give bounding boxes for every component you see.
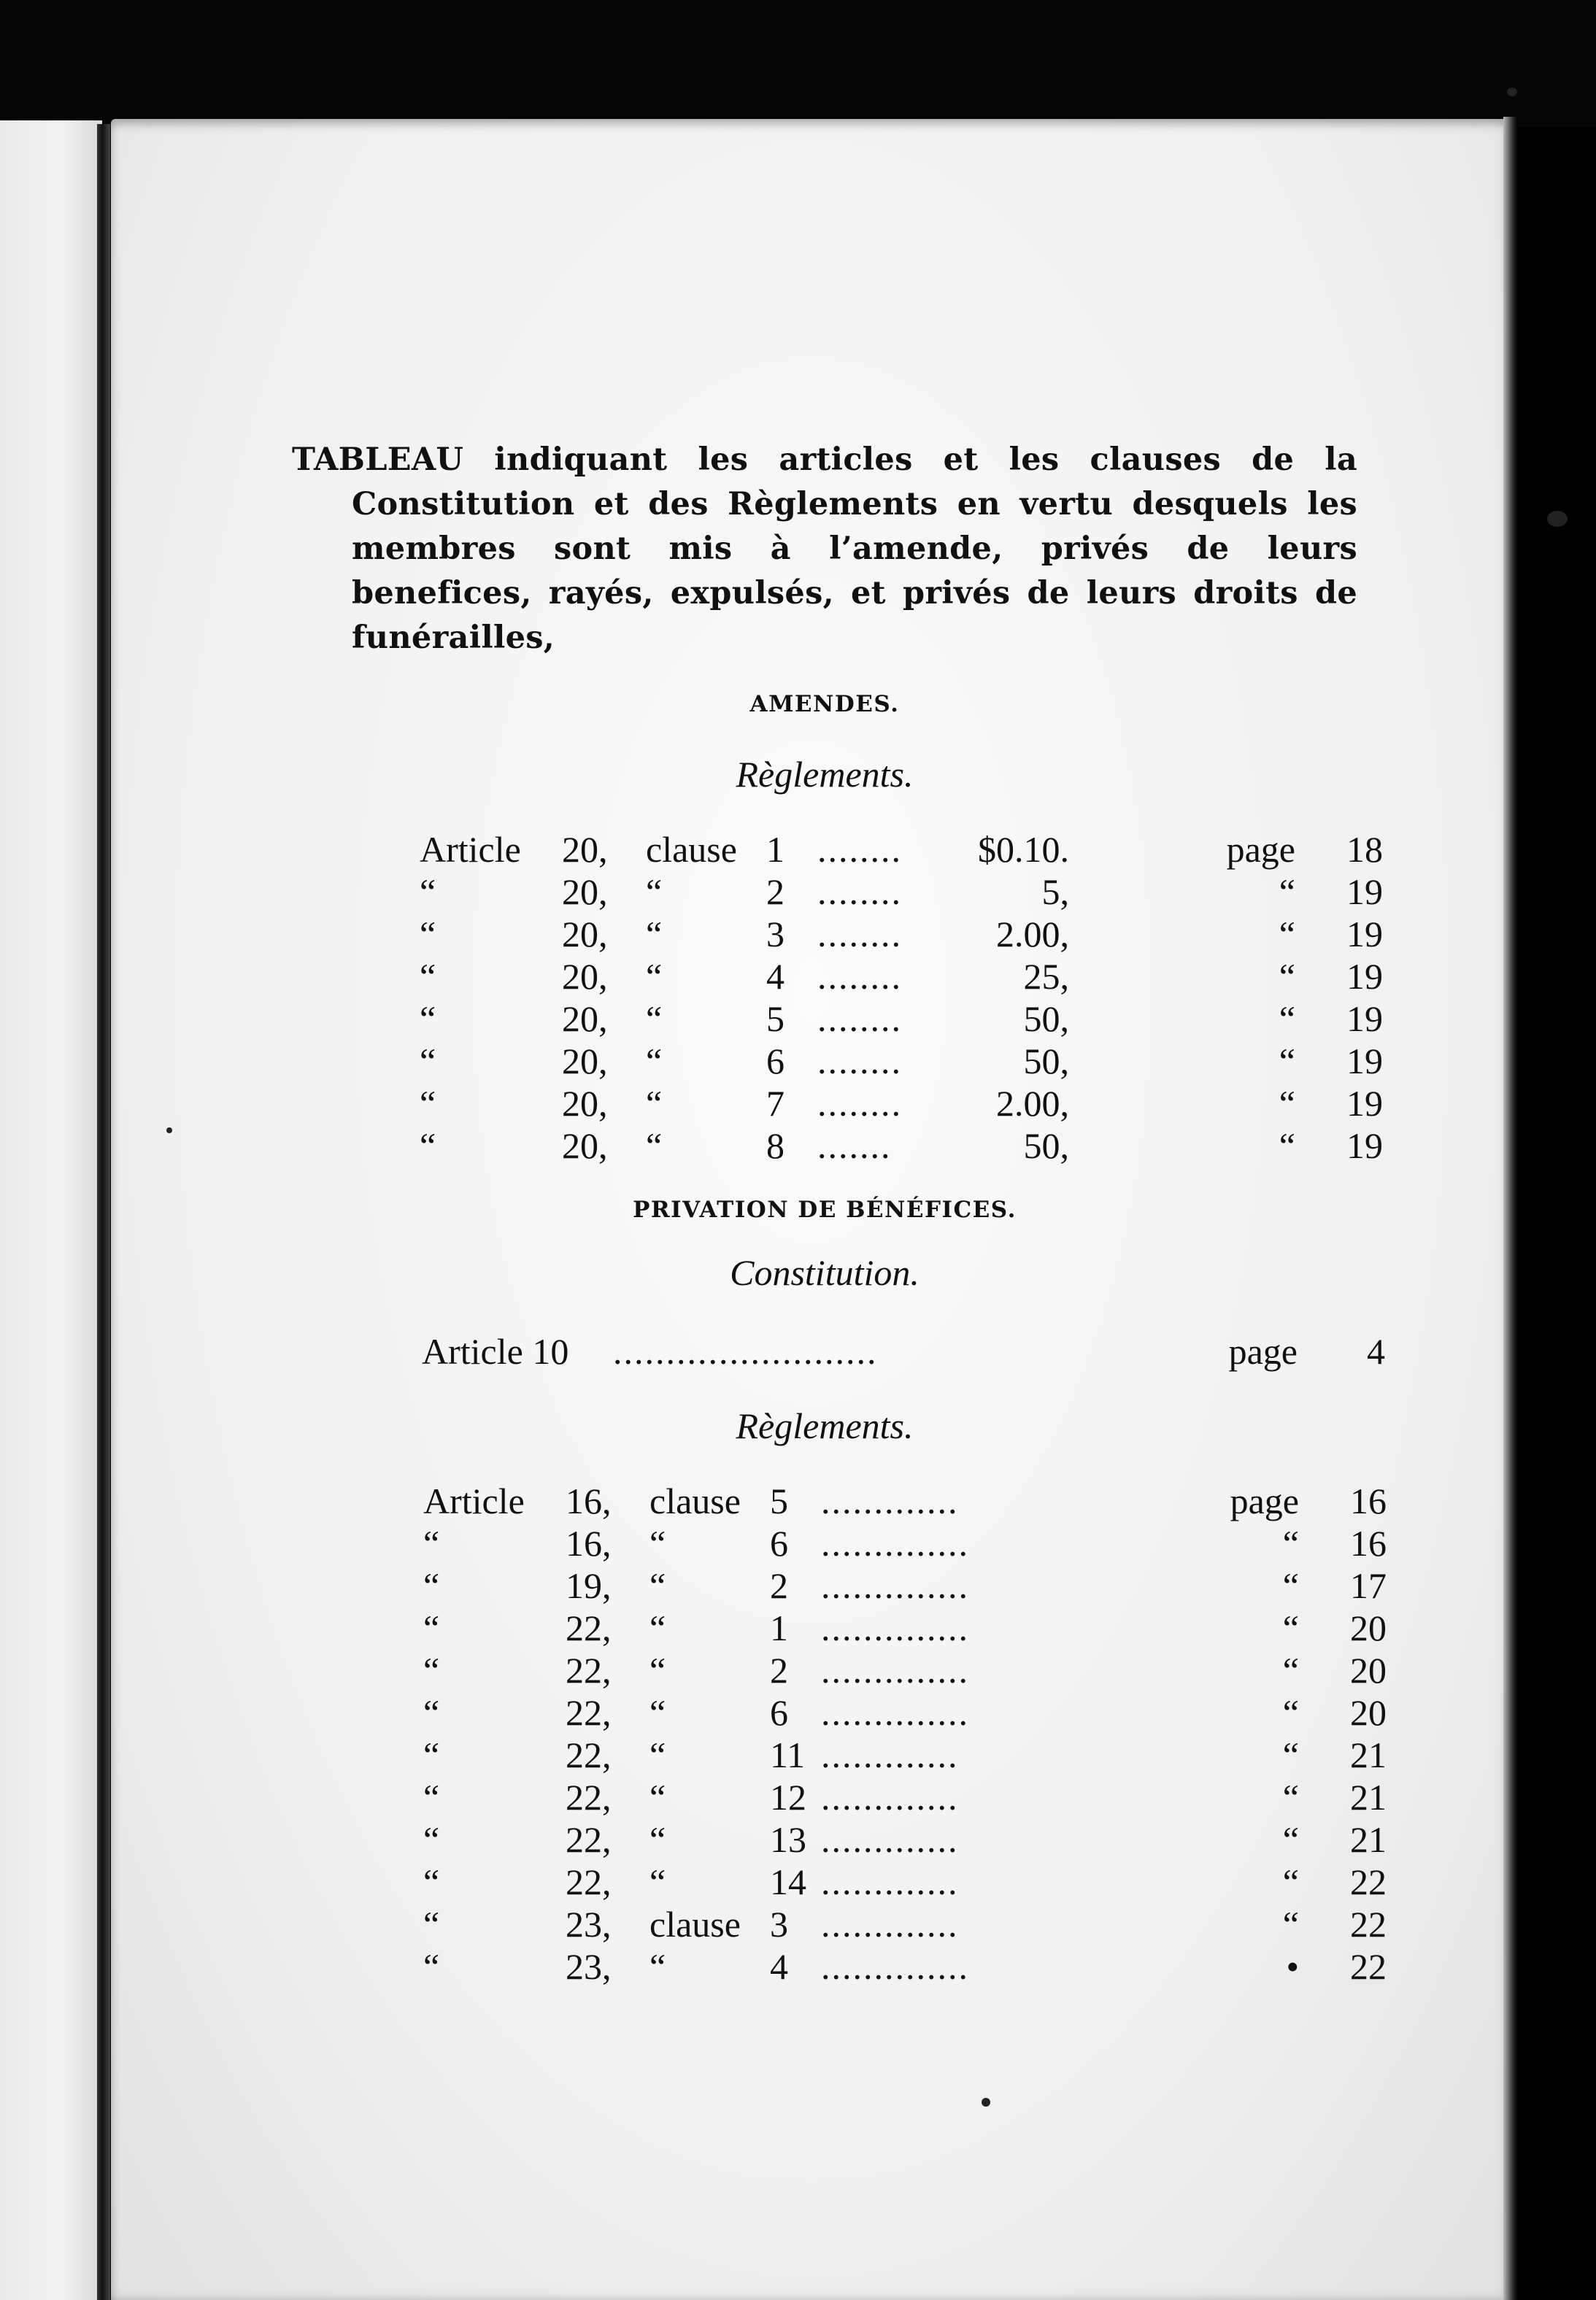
row-article: Article	[423, 1481, 525, 1521]
row-page-number: 21	[1350, 1819, 1387, 1860]
row-page-label: “	[1282, 1523, 1299, 1564]
row-clause-number: 12	[770, 1777, 806, 1818]
row-clause: “	[649, 1861, 666, 1902]
table-row	[422, 1330, 1385, 1373]
row-amount: 2.00,	[996, 1083, 1069, 1124]
scan-speck	[1507, 88, 1517, 96]
row-clause-number: 2	[770, 1565, 788, 1606]
book-gutter	[97, 124, 110, 2300]
scan-speck	[166, 1127, 172, 1133]
row-article: “	[420, 871, 436, 912]
row-page-number: 20	[1350, 1608, 1387, 1648]
amendes-reglements-title: Règlements.	[736, 754, 914, 795]
row-page-number: 4	[1367, 1331, 1385, 1372]
row-article: “	[423, 1692, 440, 1733]
row-article-number: 22,	[566, 1861, 612, 1902]
row-article: “	[423, 1819, 440, 1860]
row-page-number: 17	[1350, 1565, 1387, 1606]
table-row	[423, 1818, 1387, 1861]
row-amount: 50,	[1023, 1125, 1069, 1166]
row-article-number: 22,	[566, 1819, 612, 1860]
row-page-number: 21	[1350, 1734, 1387, 1775]
row-article: “	[423, 1523, 440, 1564]
table-row	[423, 1480, 1387, 1522]
table-row	[423, 1734, 1387, 1776]
table-row	[423, 1691, 1387, 1734]
row-article: Article 10	[422, 1331, 569, 1372]
row-page-number: 19	[1346, 956, 1383, 997]
table-row	[420, 955, 1383, 997]
row-page-label: “	[1282, 1861, 1299, 1902]
row-leader: ........	[817, 1041, 902, 1081]
row-article: “	[423, 1650, 440, 1691]
row-leader: ..............	[821, 1692, 969, 1733]
row-page-label: “	[1279, 998, 1295, 1039]
row-leader: .............	[821, 1861, 959, 1902]
row-clause: “	[646, 1125, 663, 1166]
row-page-number: 22	[1350, 1946, 1387, 1987]
row-amount: 5,	[1041, 871, 1069, 912]
row-article-number: 20,	[562, 998, 608, 1039]
row-clause-number: 3	[770, 1904, 788, 1945]
amendes-table	[420, 828, 1383, 1178]
row-article-number: 22,	[566, 1734, 612, 1775]
row-clause: “	[646, 998, 663, 1039]
row-page-number: 19	[1346, 871, 1383, 912]
row-leader: ........	[817, 871, 902, 912]
row-page-number: 19	[1346, 1041, 1383, 1081]
row-clause-number: 2	[770, 1650, 788, 1691]
row-clause: clause	[649, 1481, 741, 1521]
row-article-number: 16,	[566, 1481, 612, 1521]
row-article-number: 20,	[562, 829, 608, 870]
row-article-number: 20,	[562, 1125, 608, 1166]
row-article-number: 16,	[566, 1523, 612, 1564]
table-row	[423, 1903, 1387, 1945]
row-page-label: “	[1282, 1608, 1299, 1648]
table-row	[420, 1082, 1383, 1124]
row-clause: “	[649, 1650, 666, 1691]
row-clause-number: 11	[770, 1734, 806, 1775]
row-page-label: “	[1282, 1777, 1299, 1818]
row-page-number: 18	[1346, 829, 1383, 870]
row-page-label: “	[1282, 1650, 1299, 1691]
row-leader: ..............	[821, 1946, 969, 1987]
row-article-number: 20,	[562, 914, 608, 954]
row-clause-number: 1	[766, 829, 784, 870]
row-article-number: 20,	[562, 1041, 608, 1081]
row-article-number: 23,	[566, 1904, 612, 1945]
row-clause-number: 2	[766, 871, 784, 912]
row-leader: .............	[821, 1904, 959, 1945]
scan-speck	[982, 2098, 990, 2107]
row-article-number: 22,	[566, 1692, 612, 1733]
row-article: “	[423, 1734, 440, 1775]
row-leader: ..............	[821, 1565, 969, 1606]
table-row	[423, 1945, 1387, 1988]
privation-table	[423, 1480, 1387, 1991]
row-page-label: “	[1282, 1565, 1299, 1606]
scan-speck	[1547, 511, 1568, 527]
row-page-label: “	[1279, 1083, 1295, 1124]
table-row	[420, 871, 1383, 913]
privation-reglements-title: Règlements.	[736, 1405, 914, 1446]
row-page-number: 19	[1346, 1083, 1383, 1124]
row-clause: “	[649, 1819, 666, 1860]
row-article-number: 20,	[562, 956, 608, 997]
row-amount: 2.00,	[996, 914, 1069, 954]
document-content	[292, 438, 1357, 660]
row-clause-number: 1	[770, 1608, 788, 1648]
constitution-title: Constitution.	[730, 1252, 920, 1293]
row-page-number: 19	[1346, 914, 1383, 954]
row-leader: .......	[817, 1125, 892, 1166]
row-clause: “	[649, 1523, 666, 1564]
constitution-table	[422, 1330, 1385, 1374]
row-page-number: 20	[1350, 1692, 1387, 1733]
row-clause: “	[649, 1946, 666, 1987]
row-article: “	[420, 1083, 436, 1124]
row-page-label: “	[1282, 1734, 1299, 1775]
row-clause: “	[646, 956, 663, 997]
row-clause-number: 4	[766, 956, 784, 997]
table-row	[423, 1564, 1387, 1607]
row-amount: 50,	[1023, 1041, 1069, 1081]
amendes-subsection	[292, 753, 1357, 795]
table-row	[420, 913, 1383, 955]
row-clause: “	[649, 1777, 666, 1818]
row-page-label: “	[1279, 914, 1295, 954]
row-leader: .............	[821, 1777, 959, 1818]
row-article: “	[423, 1565, 440, 1606]
row-clause: “	[646, 1041, 663, 1081]
privation-title: PRIVATION DE BÉNÉFICES.	[633, 1197, 1017, 1223]
row-article: “	[423, 1608, 440, 1648]
privation-section	[292, 1197, 1357, 1223]
row-article-number: 22,	[566, 1650, 612, 1691]
row-page-label: page	[1228, 1331, 1298, 1372]
table-row	[423, 1861, 1387, 1903]
row-leader: .............	[821, 1819, 959, 1860]
row-article: “	[423, 1946, 440, 1987]
row-page-label: “	[1279, 1125, 1295, 1166]
row-article-number: 20,	[562, 1083, 608, 1124]
table-row	[423, 1607, 1387, 1649]
page-right-shadow	[1503, 117, 1518, 2300]
row-clause: clause	[646, 829, 737, 870]
row-clause: “	[646, 1083, 663, 1124]
table-heading: TABLEAU indiquant les articles et les clauses de la Constitution et des Règlements en vertu desquels les membres sont mis à l’amende, privés de leurs benefices, rayés, expulsés, et privés de leurs droits de funérailles,	[292, 441, 1357, 656]
row-leader: .........................	[613, 1331, 878, 1372]
table-row	[423, 1522, 1387, 1564]
row-leader: ..............	[821, 1650, 969, 1691]
row-page-number: 21	[1350, 1777, 1387, 1818]
row-leader: ........	[817, 829, 902, 870]
row-article-number: 23,	[566, 1946, 612, 1987]
row-article: “	[420, 1041, 436, 1081]
row-clause: “	[649, 1565, 666, 1606]
row-article: Article	[420, 829, 521, 870]
row-article: “	[423, 1904, 440, 1945]
row-page-number: 22	[1350, 1904, 1387, 1945]
row-page-number: 20	[1350, 1650, 1387, 1691]
row-leader: .............	[821, 1481, 959, 1521]
row-amount: $0.10.	[978, 829, 1069, 870]
row-article-number: 20,	[562, 871, 608, 912]
row-clause-number: 5	[770, 1481, 788, 1521]
table-row	[423, 1649, 1387, 1691]
table-row	[423, 1776, 1387, 1818]
row-page-number: 16	[1350, 1481, 1387, 1521]
row-leader: ........	[817, 914, 902, 954]
row-clause-number: 8	[766, 1125, 784, 1166]
row-page-label: “	[1282, 1692, 1299, 1733]
facing-page-edge	[0, 120, 102, 2300]
row-clause: clause	[649, 1904, 741, 1945]
row-page-label: page	[1230, 1481, 1299, 1521]
row-article: “	[420, 914, 436, 954]
row-page-number: 16	[1350, 1523, 1387, 1564]
row-amount: 50,	[1023, 998, 1069, 1039]
row-clause-number: 5	[766, 998, 784, 1039]
row-article: “	[423, 1777, 440, 1818]
row-article: “	[420, 998, 436, 1039]
row-clause: “	[649, 1608, 666, 1648]
constitution-subsection	[292, 1251, 1357, 1294]
scan-background	[0, 0, 1596, 128]
row-page-label: “	[1282, 1904, 1299, 1945]
row-article: “	[423, 1861, 440, 1902]
table-row	[420, 1124, 1383, 1167]
row-clause-number: 6	[770, 1523, 788, 1564]
row-clause-number: 6	[770, 1692, 788, 1733]
row-clause-number: 3	[766, 914, 784, 954]
row-leader: ..............	[821, 1608, 969, 1648]
row-clause-number: 6	[766, 1041, 784, 1081]
row-clause-number: 4	[770, 1946, 788, 1987]
row-article-number: 22,	[566, 1608, 612, 1648]
row-page-label: •	[1286, 1946, 1299, 1987]
row-article: “	[420, 956, 436, 997]
row-clause: “	[646, 914, 663, 954]
row-page-label: “	[1279, 1041, 1295, 1081]
row-clause-number: 7	[766, 1083, 784, 1124]
row-leader: ........	[817, 998, 902, 1039]
row-page-label: “	[1279, 956, 1295, 997]
row-page-label: “	[1282, 1819, 1299, 1860]
row-amount: 25,	[1023, 956, 1069, 997]
row-leader: .............	[821, 1734, 959, 1775]
row-clause: “	[649, 1734, 666, 1775]
row-article: “	[420, 1125, 436, 1166]
row-page-label: “	[1279, 871, 1295, 912]
row-leader: ..............	[821, 1523, 969, 1564]
row-page-label: page	[1226, 829, 1295, 870]
row-page-number: 19	[1346, 998, 1383, 1039]
amendes-section	[292, 691, 1357, 717]
amendes-title: AMENDES.	[749, 691, 900, 717]
row-leader: ........	[817, 1083, 902, 1124]
row-article-number: 19,	[566, 1565, 612, 1606]
row-leader: ........	[817, 956, 902, 997]
row-clause-number: 14	[770, 1861, 806, 1902]
row-page-number: 22	[1350, 1861, 1387, 1902]
row-page-number: 19	[1346, 1125, 1383, 1166]
row-clause: “	[649, 1692, 666, 1733]
row-clause-number: 13	[770, 1819, 806, 1860]
privation-reglements-subsection	[292, 1405, 1357, 1447]
row-article-number: 22,	[566, 1777, 612, 1818]
table-row	[420, 828, 1383, 871]
row-clause: “	[646, 871, 663, 912]
table-row	[420, 997, 1383, 1040]
table-row	[420, 1040, 1383, 1082]
